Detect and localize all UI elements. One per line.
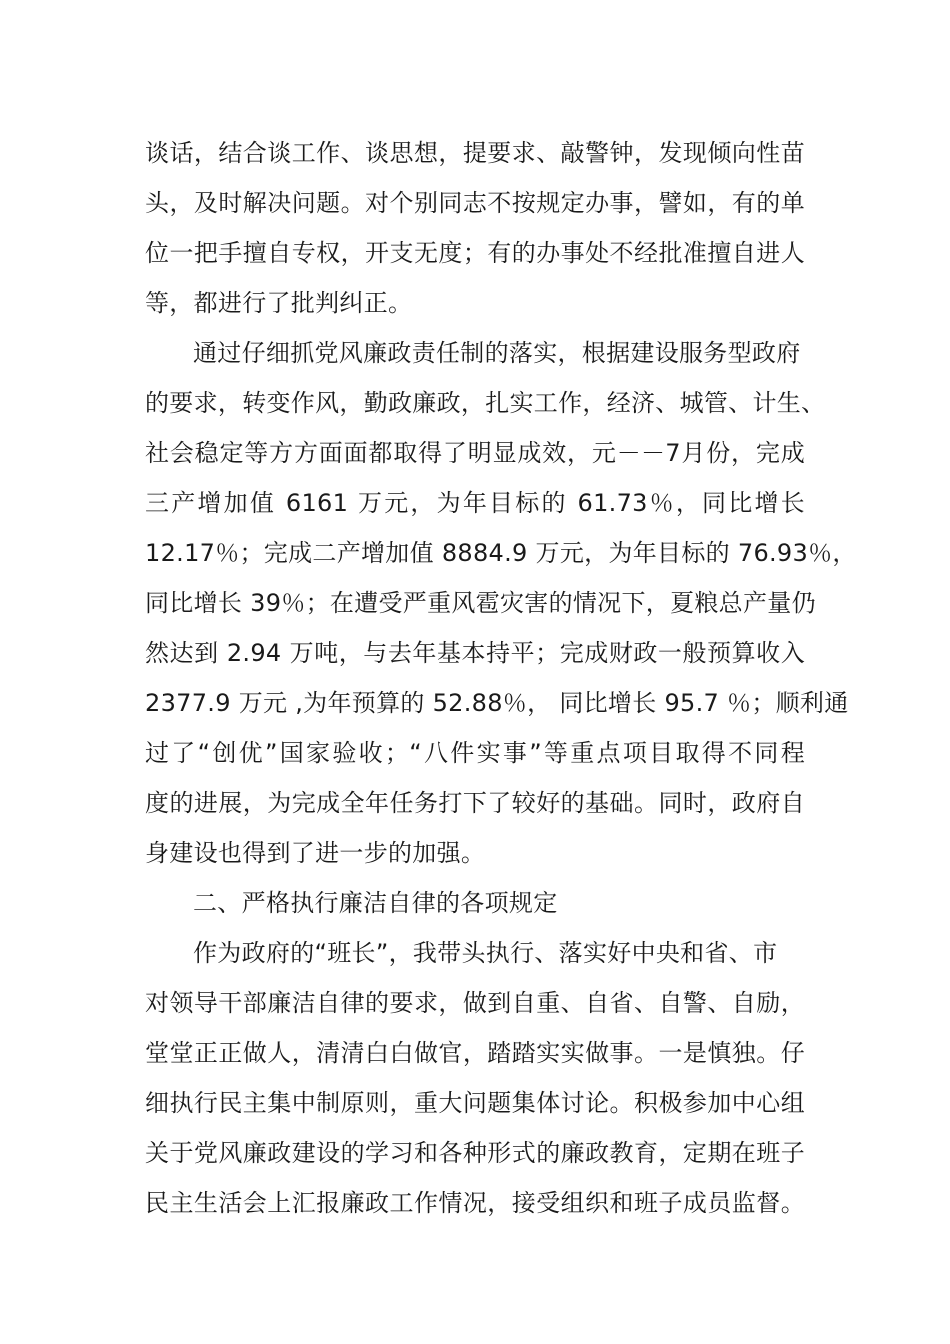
- text-line: 社会稳定等方方面面都取得了明显成效，元－－7月份，完成: [145, 439, 805, 467]
- text-line: 民主生活会上汇报廉政工作情况，接受组织和班子成员监督。: [145, 1189, 805, 1217]
- text-line: 对领导干部廉洁自律的要求，做到自重、自省、自警、自励，: [145, 989, 805, 1017]
- text-line: 位一把手擅自专权，开支无度；有的办事处不经批准擅自进人: [145, 239, 805, 267]
- text-line: 细执行民主集中制原则，重大问题集体讨论。积极参加中心组: [145, 1089, 805, 1117]
- text-line: 同比增长 39％；在遭受严重风雹灾害的情况下，夏粮总产量仍: [145, 589, 816, 617]
- text-line: 12.17％；完成二产增加值 8884.9 万元，为年目标的 76.93％，: [145, 539, 857, 567]
- section-heading: 二、严格执行廉洁自律的各项规定: [193, 889, 558, 917]
- text-line: 过了“创优”国家验收；“八件实事”等重点项目取得不同程: [145, 739, 805, 767]
- text-line: 然达到 2.94 万吨，与去年基本持平；完成财政一般预算收入: [145, 639, 805, 667]
- text-line: 头，及时解决问题。对个别同志不按规定办事，譬如，有的单: [145, 189, 805, 217]
- text-line: 身建设也得到了进一步的加强。: [145, 839, 486, 867]
- text-line: 度的进展，为完成全年任务打下了较好的基础。同时，政府自: [145, 789, 805, 817]
- text-line: 的要求，转变作风，勤政廉政，扎实工作，经济、城管、计生、: [145, 389, 826, 417]
- text-line: 通过仔细抓党风廉政责任制的落实，根据建设服务型政府: [193, 339, 801, 367]
- text-line: 关于党风廉政建设的学习和各种形式的廉政教育，定期在班子: [145, 1139, 805, 1167]
- text-line: 谈话，结合谈工作、谈思想，提要求、敲警钟，发现倾向性苗: [145, 139, 805, 167]
- text-line: 作为政府的“班长”，我带头执行、落实好中央和省、市: [193, 939, 778, 967]
- text-line: 2377.9 万元 ,为年预算的 52.88％， 同比增长 95.7 ％；顺利通: [145, 689, 849, 717]
- text-line: 三产增加值 6161 万元，为年目标的 61.73％，同比增长: [145, 489, 805, 517]
- text-line: 堂堂正正做人，清清白白做官，踏踏实实做事。一是慎独。仔: [145, 1039, 805, 1067]
- text-line: 等，都进行了批判纠正。: [145, 289, 413, 317]
